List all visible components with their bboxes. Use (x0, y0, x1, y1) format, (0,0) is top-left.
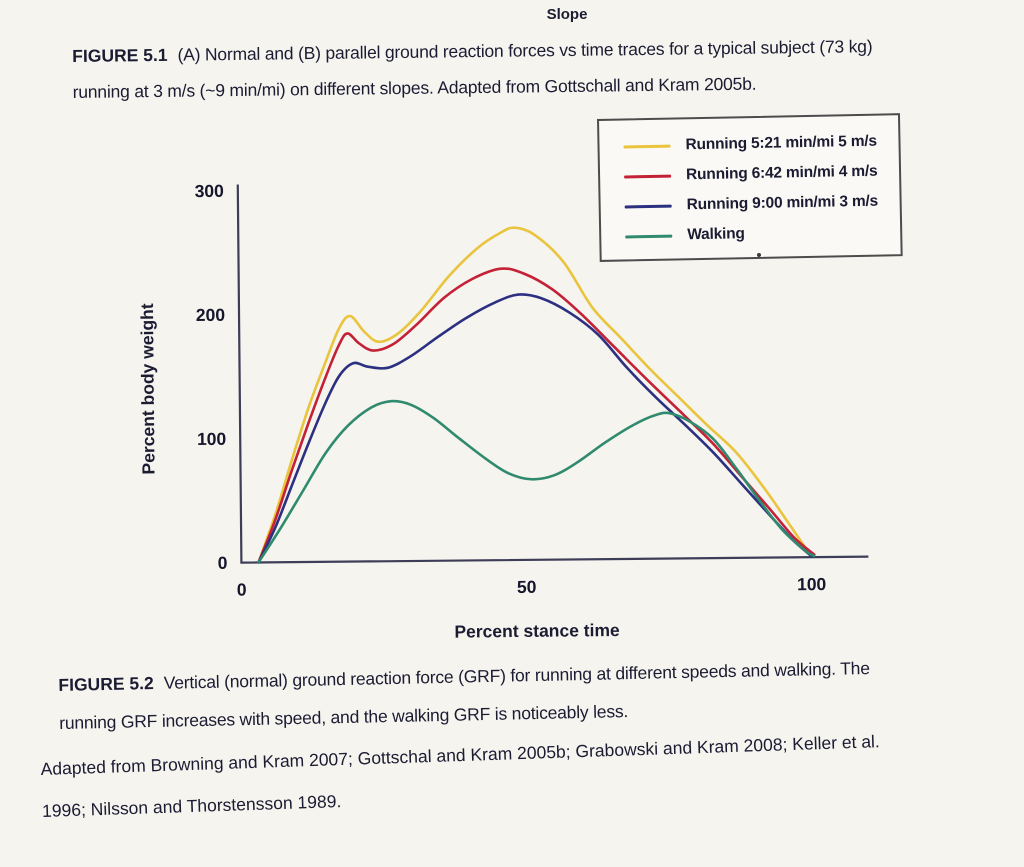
y-tick-label: 0 (217, 552, 228, 573)
legend-line-swatch (625, 234, 672, 238)
figure-5-2-label: FIGURE 5.2 (58, 673, 154, 695)
figure-5-1-caption (72, 27, 973, 110)
legend-line-swatch (624, 144, 671, 148)
grf-curve-2 (256, 292, 811, 563)
stray-print-dot (757, 253, 761, 257)
x-tick-label: 50 (516, 576, 537, 597)
grf-curve-0 (255, 225, 808, 563)
x-axis-title: Percent stance time (454, 620, 620, 642)
grf-curve-1 (256, 266, 815, 563)
figure-5-1-text1: (A) Normal and (B) parallel ground reaction forces vs time traces for a typical subject (73 kg) (177, 36, 873, 65)
x-tick-label: 0 (236, 579, 247, 600)
legend-line-swatch (624, 174, 671, 178)
adapted-from-line1: Adapted from Browning and Kram 2007; Gottschal and Kram 2005b; Grabowski and Kram 2008; Keller et al. (40, 731, 881, 779)
y-tick-label: 300 (194, 180, 224, 202)
x-tick-label: 100 (796, 574, 827, 595)
grf-curve-3 (257, 397, 814, 562)
chart-legend (597, 113, 903, 262)
y-tick-label: 100 (196, 428, 227, 450)
y-axis-title: Percent body weight (136, 302, 159, 475)
adapted-from-line2: 1996; Nilsson and Thorstensson 1989. (41, 791, 342, 821)
legend-label: Running 9:00 min/mi 3 m/s (686, 192, 879, 214)
figure-5-2-text1: Vertical (normal) ground reaction force (GRF) for running at different speeds and walking. The (163, 658, 870, 693)
legend-row (601, 216, 901, 252)
legend-line-swatch (625, 204, 672, 208)
slope-header: Slope (546, 6, 588, 23)
legend-label: Running 5:21 min/mi 5 m/s (685, 132, 878, 154)
legend-label: Walking (687, 225, 745, 244)
y-tick-label: 200 (195, 304, 226, 326)
figure-5-1-caption-line2: running at 3 m/s (~9 min/mi) on different slopes. Adapted from Gottschall and Kram 2005b. (72, 73, 757, 102)
figure-5-2-caption-line2: running GRF increases with speed, and the walking GRF is noticeably less. (58, 701, 629, 733)
legend-label: Running 6:42 min/mi 4 m/s (685, 162, 878, 184)
figure-5-1-label: FIGURE 5.1 (72, 44, 168, 66)
